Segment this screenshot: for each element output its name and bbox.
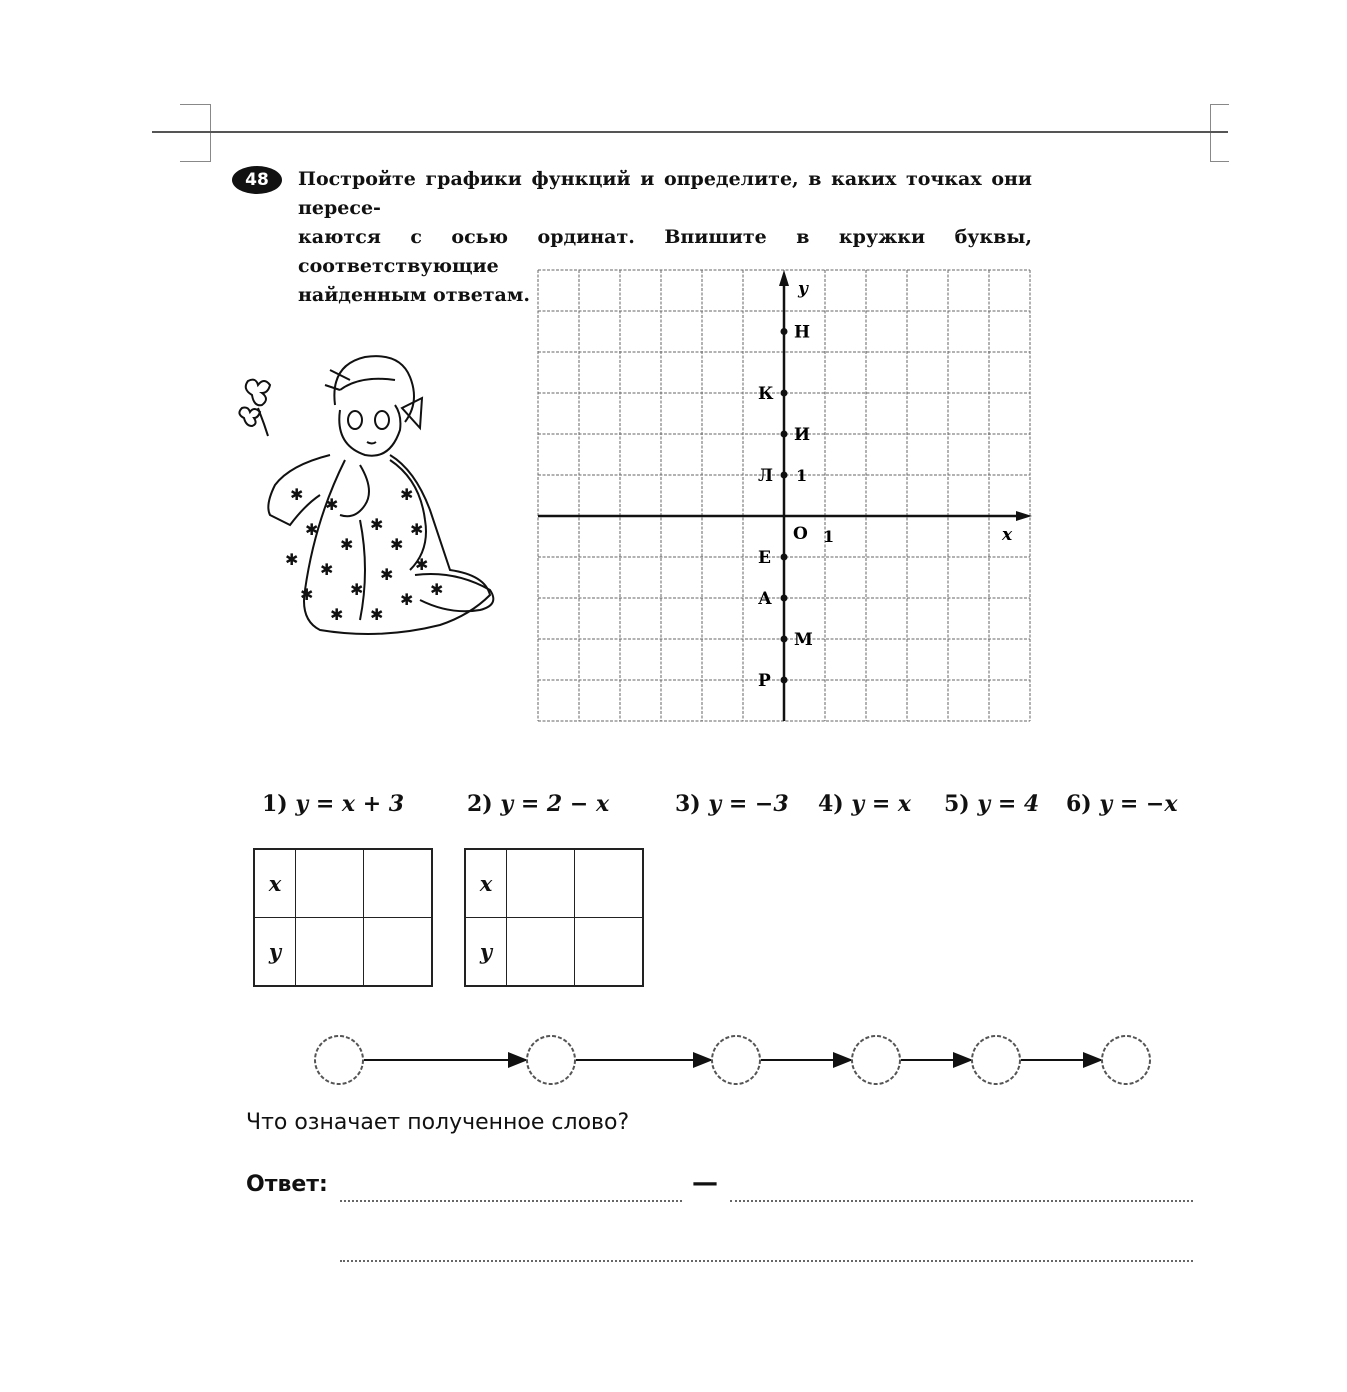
table-cell[interactable] [296,918,364,987]
value-table-2 [464,848,644,987]
axis-point [781,472,788,479]
value-table-1 [253,848,433,987]
y-axis-label: y [798,279,808,299]
axis-point [781,677,788,684]
answer-label: Ответ: [246,1172,328,1197]
svg-text:✱: ✱ [330,605,344,624]
unit-y-label: 1 [796,466,808,485]
svg-text:✱: ✱ [340,535,354,554]
function-6: 6) y = −x [1066,791,1178,817]
letter-circle-5[interactable] [972,1036,1020,1084]
answer-line-3[interactable] [340,1260,1193,1262]
letter-circle-3[interactable] [712,1036,760,1084]
axis-point [781,390,788,397]
letter-circle-1[interactable] [315,1036,363,1084]
table-label-x: x [254,849,296,918]
svg-text:✱: ✱ [370,515,384,534]
y-axis-arrow [779,270,789,286]
svg-text:✱: ✱ [300,585,314,604]
table-cell[interactable] [575,918,644,987]
task-line-2: каются с осью ординат. Впишите в кружки буквы, соответствующие [298,226,1032,277]
answer-dash: — [692,1168,718,1198]
point-letter-label: Л [758,466,774,486]
letter-chain [300,1025,1160,1095]
answer-line-1[interactable] [340,1200,682,1202]
svg-text:✱: ✱ [390,535,404,554]
point-letter-label: М [794,630,813,650]
origin-label: O [793,524,808,544]
point-letter-label: А [758,589,772,609]
svg-text:✱: ✱ [380,565,394,584]
corner-mark-left [180,104,211,162]
point-letter-label: Р [758,671,771,691]
table-cell[interactable] [296,849,364,918]
svg-text:✱: ✱ [400,485,414,504]
svg-text:✱: ✱ [320,560,334,579]
header-rule [152,131,1228,133]
table-label-y: y [465,918,507,987]
table-label-y: y [254,918,296,987]
point-letter-label: И [794,425,811,445]
function-5: 5) y = 4 [944,791,1040,817]
task-line-3: найденным ответам. [298,284,530,306]
svg-text:✱: ✱ [400,590,414,609]
axis-point [781,554,788,561]
x-axis-label: x [1002,525,1013,545]
table-cell[interactable] [364,918,433,987]
svg-text:✱: ✱ [285,550,299,569]
letter-circle-2[interactable] [527,1036,575,1084]
function-3: 3) y = −3 [675,791,789,817]
svg-text:✱: ✱ [410,520,424,539]
svg-text:✱: ✱ [305,520,319,539]
table-cell[interactable] [507,849,575,918]
table-cell[interactable] [507,918,575,987]
task-line-1: Постройте графики функций и определите, в каких точках они пересе- [298,168,1032,219]
table-cell[interactable] [575,849,644,918]
svg-text:✱: ✱ [370,605,384,624]
answer-line-2[interactable] [730,1200,1193,1202]
point-letter-label: Е [758,548,771,568]
exercise-number-badge: 48 [232,166,282,194]
unit-x-label: 1 [823,527,835,546]
coordinate-grid [530,265,1035,725]
table-label-x: x [465,849,507,918]
svg-text:✱: ✱ [430,580,444,599]
function-4: 4) y = x [818,791,912,817]
axis-point [781,595,788,602]
function-2: 2) y = 2 − x [467,791,610,817]
function-1: 1) y = x + 3 [262,791,405,817]
question-text: Что означает полученное слово? [246,1110,630,1135]
svg-text:✱: ✱ [325,495,339,514]
svg-text:✱: ✱ [350,580,364,599]
axis-point [781,636,788,643]
letter-circle-4[interactable] [852,1036,900,1084]
svg-text:✱: ✱ [290,485,304,504]
kimono-girl-illustration [230,350,520,650]
axis-point [781,328,788,335]
axis-point [781,431,788,438]
letter-circle-6[interactable] [1102,1036,1150,1084]
point-letter-label: Н [794,322,811,343]
point-letter-label: К [758,384,774,404]
corner-mark-right [1210,104,1229,162]
table-cell[interactable] [364,849,433,918]
svg-text:✱: ✱ [415,555,429,574]
